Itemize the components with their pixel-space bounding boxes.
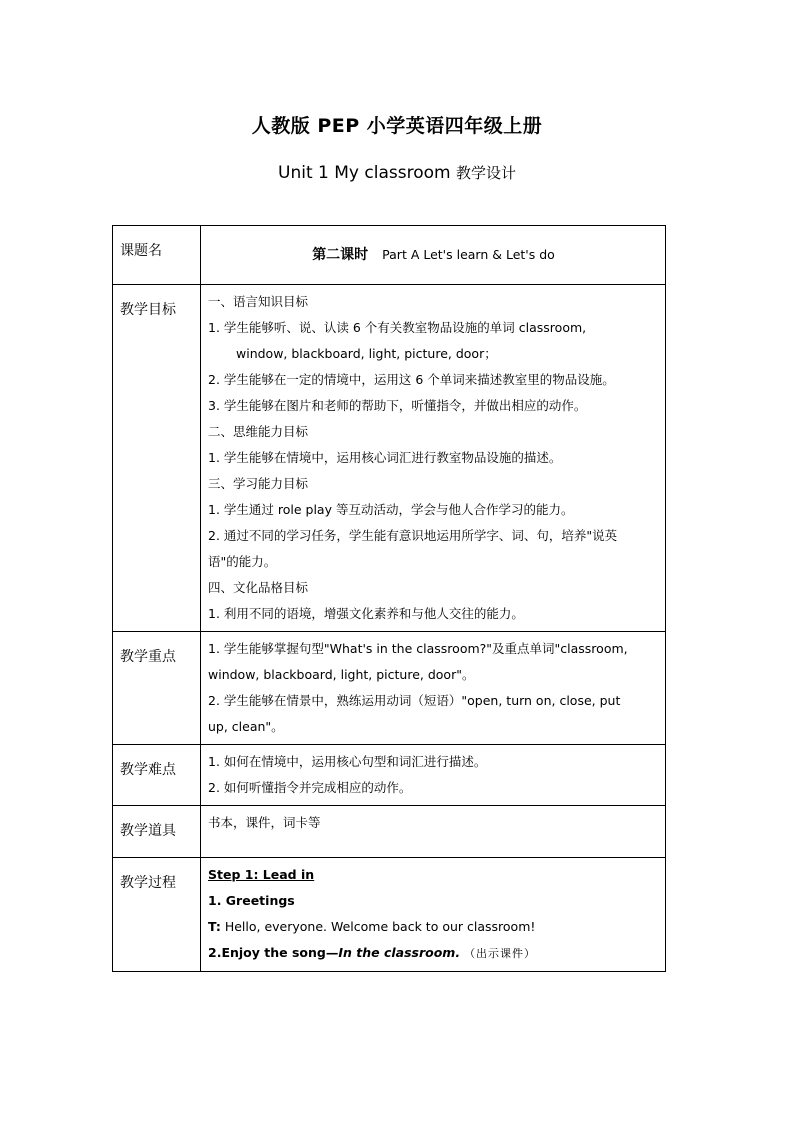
- teacher-text: Hello, everyone. Welcome back to our classroom!: [220, 919, 536, 934]
- document-title: 人教版 PEP 小学英语四年级上册: [251, 115, 543, 137]
- key-point-line: up, clean"。: [208, 719, 284, 734]
- cell-tools: [201, 806, 666, 858]
- key-point-line: 2. 学生能够在情景中，熟练运用动词（短语）"open, turn on, close, put: [208, 693, 621, 708]
- label-key-points: 教学重点: [113, 632, 201, 745]
- goal-line: 四、文化品格目标: [208, 580, 309, 595]
- lesson-number: 第二课时: [312, 247, 369, 263]
- step-heading: Step 1: Lead in: [208, 867, 315, 882]
- song-heading: 2.Enjoy the song—: [208, 945, 339, 960]
- key-point-line: 1. 学生能够掌握句型"What's in the classroom?"及重点单词"classroom,: [208, 641, 628, 656]
- cell-key-points: [201, 632, 666, 745]
- goal-line: 三、学习能力目标: [208, 476, 309, 491]
- song-note: （出示课件）: [464, 947, 537, 960]
- label-goals: 教学目标: [113, 285, 201, 632]
- teacher-line: [208, 914, 659, 940]
- subtitle-english: Unit 1 My classroom: [278, 163, 451, 183]
- cell-goals: [201, 285, 666, 632]
- cell-topic: [201, 226, 666, 285]
- label-tools: 教学道具: [113, 806, 201, 858]
- label-topic: 课题名: [113, 226, 201, 285]
- key-point-line: window, blackboard, light, picture, door"。: [208, 667, 475, 682]
- goal-line: 1. 学生能够听、说、认读 6 个有关教室物品设施的单词 classroom,: [208, 320, 587, 335]
- greetings-heading: 1. Greetings: [208, 893, 295, 908]
- tools-text: 书本，课件，词卡等: [208, 815, 321, 830]
- subtitle-chinese: 教学设计: [455, 164, 516, 182]
- label-difficulties: 教学难点: [113, 745, 201, 806]
- row-tools: [113, 806, 666, 858]
- goal-line: 2. 通过不同的学习任务，学生能有意识地运用所学字、词、句，培养"说英: [208, 528, 618, 543]
- difficulty-line: 2. 如何听懂指令并完成相应的动作。: [208, 780, 412, 795]
- row-goals: [113, 285, 666, 632]
- goal-line: 1. 学生能够在情境中，运用核心词汇进行教室物品设施的描述。: [208, 450, 562, 465]
- goal-line: 二、思维能力目标: [208, 424, 309, 439]
- cell-difficulties: [201, 745, 666, 806]
- goal-line: window, blackboard, light, picture, door；: [236, 346, 497, 361]
- row-process: [113, 858, 666, 972]
- song-line: [208, 940, 659, 967]
- difficulty-line: 1. 如何在情境中，运用核心句型和词汇进行描述。: [208, 754, 487, 769]
- row-topic: [113, 226, 666, 285]
- goal-line: 2. 学生能够在一定的情境中，运用这 6 个单词来描述教室里的物品设施。: [208, 372, 615, 387]
- lesson-part: Part A Let's learn & Let's do: [382, 247, 555, 262]
- row-key-points: [113, 632, 666, 745]
- goal-line: 一、语言知识目标: [208, 294, 309, 309]
- goal-line: 1. 学生通过 role play 等互动活动，学会与他人合作学习的能力。: [208, 502, 574, 517]
- document-subtitle: [0, 162, 794, 183]
- goal-line: 3. 学生能够在图片和老师的帮助下，听懂指令，并做出相应的动作。: [208, 398, 587, 413]
- lesson-plan-table: [112, 225, 666, 972]
- goal-line: 1. 利用不同的语境，增强文化素养和与他人交往的能力。: [208, 606, 524, 621]
- goal-line: 语"的能力。: [208, 554, 277, 569]
- song-title: In the classroom.: [338, 945, 461, 960]
- cell-process: [201, 858, 666, 972]
- row-difficulties: [113, 745, 666, 806]
- teacher-label: T:: [208, 919, 221, 934]
- label-process: 教学过程: [113, 858, 201, 972]
